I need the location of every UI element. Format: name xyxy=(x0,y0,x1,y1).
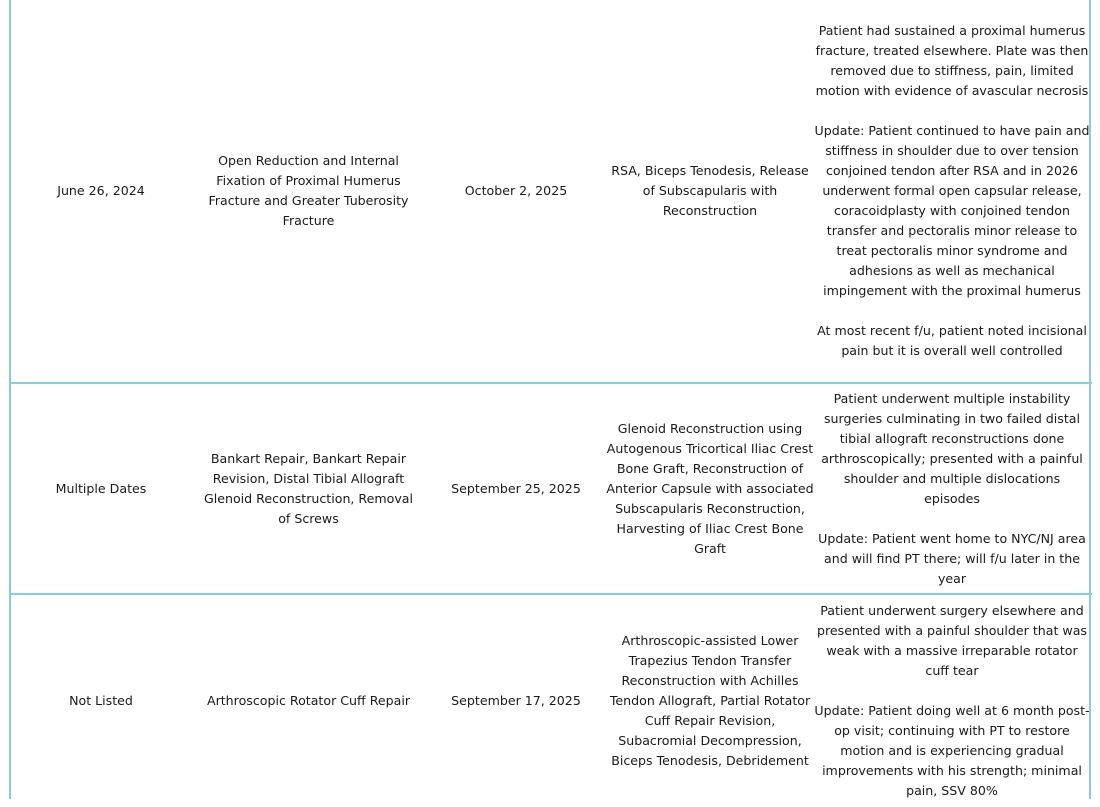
cell-surgery-date: October 2, 2025 xyxy=(464,183,568,198)
cell-date: June 26, 2024 xyxy=(57,183,145,198)
note-paragraph: Update: Patient went home to NYC/NJ area and will find PT there; will f/u later in the year xyxy=(818,530,1086,586)
cell-date: Multiple Dates xyxy=(55,480,147,496)
cell-procedure: Glenoid Reconstruction using Autogenous Tricortical Iliac Crest Bone Graft, Reconstruction of Anterior Capsule with associated Subscapularis Reconstruction, Harvesting of Iliac Crest Bone Graft xyxy=(606,420,814,556)
table-row xyxy=(11,595,1090,807)
cell-prior-procedure: Open Reduction and Internal Fixation of Proximal Humerus Fracture and Greater Tuberosity Fracture xyxy=(208,153,409,228)
cell-date: Not Listed xyxy=(69,693,133,708)
note-paragraph: Patient had sustained a proximal humerus fracture, treated elsewhere. Plate was then removed due to stiffness, pain, limited motion with evidence of avascular necrosis xyxy=(815,23,1089,98)
note-paragraph: Patient underwent multiple instability surgeries culminating in two failed distal tibial allograft reconstructions done arthroscopically; presented with a painful shoulder and multiple dislocations episodes xyxy=(821,390,1083,506)
cell-procedure: Arthroscopic-assisted Lower Trapezius Tendon Transfer Reconstruction with Achilles Tendon Allograft, Partial Rotator Cuff Repair Revision, Subacromial Decompression, Biceps Tenodesis, Debridement xyxy=(609,633,811,768)
cell-prior-procedure: Bankart Repair, Bankart Repair Revision, Distal Tibial Allograft Glenoid Reconstruction, Removal of Screws xyxy=(203,450,414,526)
note-paragraph: Update: Patient doing well at 6 month post-op visit; continuing with PT to restore motion and is experiencing gradual improvements with his strength; minimal pain, SSV 80% xyxy=(814,703,1090,798)
cell-procedure: RSA, Biceps Tenodesis, Release of Subscapularis with Reconstruction xyxy=(611,163,809,218)
cell-prior-procedure: Arthroscopic Rotator Cuff Repair xyxy=(206,693,411,708)
table-row xyxy=(11,0,1090,382)
note-paragraph: Patient underwent surgery elsewhere and presented with a painful shoulder that was weak with a massive irreparable rotator cuff tear xyxy=(817,603,1087,678)
note-paragraph: Update: Patient continued to have pain and stiffness in shoulder due to over tension conjoined tendon after RSA and in 2026 underwent formal open capsular release, coracoidplasty with conjoined tendon transfer and pectoralis minor release to treat pectoralis minor syndrome and adhesions as well as mechanical impingement with the proximal humerus xyxy=(814,123,1090,298)
table-row xyxy=(11,384,1090,593)
cell-notes xyxy=(814,595,1090,807)
cell-notes xyxy=(814,384,1090,593)
note-paragraph: At most recent f/u, patient noted incisional pain but it is overall well controlled xyxy=(817,323,1087,358)
cell-surgery-date: September 25, 2025 xyxy=(451,480,581,496)
cell-surgery-date: September 17, 2025 xyxy=(451,693,581,708)
cell-notes xyxy=(814,0,1090,382)
